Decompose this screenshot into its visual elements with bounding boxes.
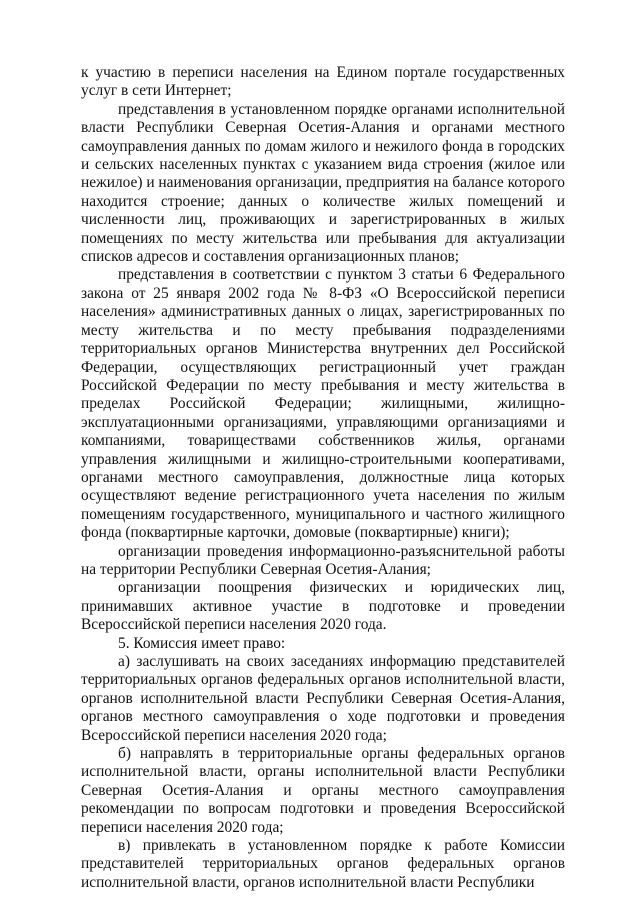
- paragraph-4: организации проведения информационно-разъяснительной работы на территории Республики Северная Осетия-Алания;: [81, 542, 565, 578]
- clause-v: в) привлекать в установленном порядке к работе Комиссии представителей территориальных органов федеральных органов исполнительной власти, органов исполнительной власти Республики: [81, 837, 565, 891]
- paragraph-1: к участию в переписи населения на Едином портале государственных услуг в сети Интернет;: [81, 64, 565, 100]
- section-5-heading: 5. Комиссия имеет право:: [118, 634, 286, 652]
- paragraph-2: представления в установленном порядке органами исполнительной власти Республики Северная Осетия-Алания и органами местного самоуправления данных по домам жилого и нежилого фонда в городских и сельских населенных пунктах с указанием вида строения (жилое или нежилое) и наименования организации, предприятия на балансе которого находится строение; данных о количестве жилых помещений и численности лиц, проживающих и зарегистрированных в жилых помещениях по месту жительства или пребывания для актуализации списков адресов и составления организационных планов;: [81, 100, 565, 266]
- paragraph-5: организации поощрения физических и юридических лиц, принимавших активное участие в подготовке и проведении Всероссийской переписи населения 2020 года.: [81, 579, 565, 634]
- clause-a: а) заслушивать на своих заседаниях информацию представителей территориальных органов федеральных органов исполнительной власти, органов исполнительной власти Республики Северная Осетия-Алания, органов местного самоуправления о ходе подготовки и проведения Всероссийской переписи населения 2020 года;: [81, 653, 565, 744]
- clause-b: б) направлять в территориальные органы федеральных органов исполнительной власти, органы исполнительной власти Республики Северная Осетия-Алания и органы местного самоуправления рекомендации по вопросам подготовки и проведения Всероссийской переписи населения 2020 года;: [81, 745, 565, 836]
- paragraph-3: представления в соответствии с пунктом 3 статьи 6 Федерального закона от 25 января 2002 года № 8-ФЗ «О Всероссийской переписи населения» административных данных о лицах, зарегистрированных по месту жительства и по месту пребывания подразделениями территориальных органов Министерства внутренних дел Российской Федерации, осуществляющих регистрационный учет граждан Российской Федерации по месту пребывания и месту жительства в пределах Российской Федерации; жилищными, жилищно-эксплуатационными организациями, управляющими организациями и компаниями, товариществами собственников жилья, органами управления жилищными и жилищно-строительными кооперативами, органами местного самоуправления, должностные лица которых осуществляют ведение регистрационного учета населения по жилым помещениям государственного, муниципального и частного жилищного фонда (поквартирные карточки, домовые (поквартирные) книги);: [81, 266, 565, 542]
- document-page: [81, 64, 565, 892]
